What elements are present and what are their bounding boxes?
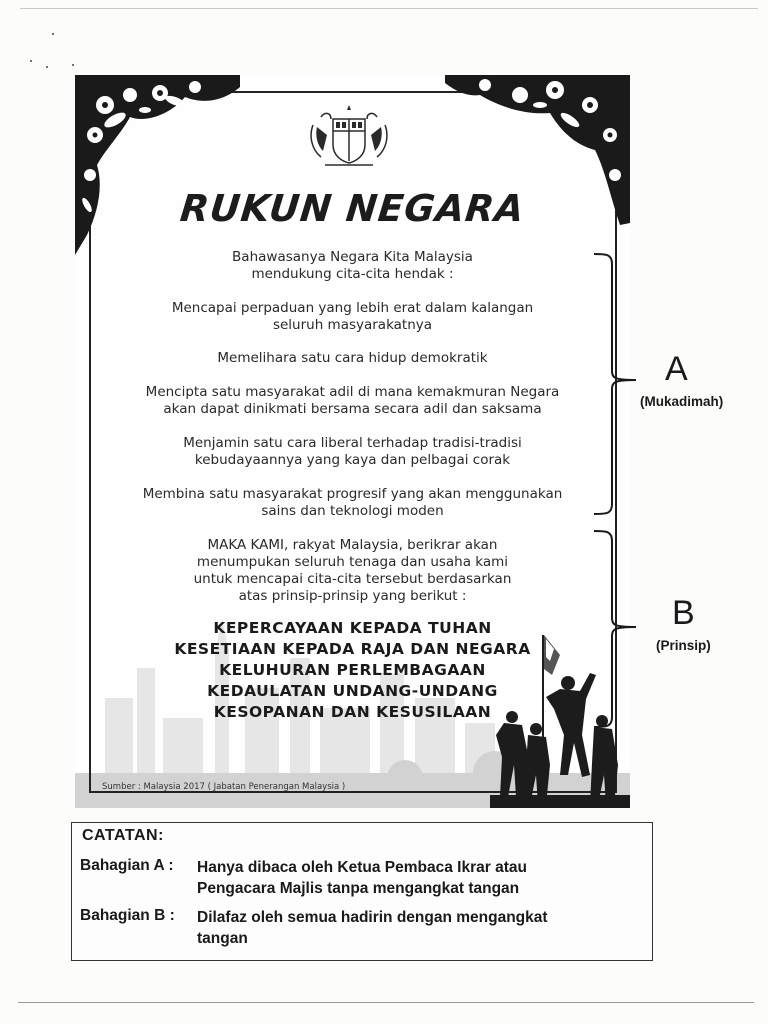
principle-5: KESOPANAN DAN KESUSILAAN	[213, 703, 492, 721]
note-a-line: Hanya dibaca oleh Ketua Pembaca Ikrar atau	[197, 859, 527, 876]
preamble-paragraph	[95, 435, 610, 469]
scan-speck	[52, 33, 54, 35]
pledge-paragraph	[95, 537, 610, 605]
preamble-line: Memelihara satu cara hidup demokratik	[217, 350, 488, 366]
principle-4: KEDAULATAN UNDANG-UNDANG	[207, 682, 498, 700]
note-b-text	[197, 907, 637, 949]
note-a-label: Bahagian A :	[80, 857, 174, 874]
pledge-line: MAKA KAMI, rakyat Malaysia, berikrar akan	[207, 537, 498, 553]
preamble-line: mendukung cita-cita hendak :	[251, 266, 454, 282]
scan-speck	[46, 66, 48, 68]
note-b-line: Dilafaz oleh semua hadirin dengan mengangkat	[197, 909, 548, 926]
bottom-rule	[18, 1002, 754, 1003]
notes-heading: CATATAN:	[82, 827, 164, 844]
top-rule	[20, 8, 758, 9]
section-b-brace-icon	[592, 527, 642, 737]
preamble-line: Mencapai perpaduan yang lebih erat dalam kalangan	[171, 300, 534, 316]
section-b-letter: B	[672, 594, 695, 632]
preamble-paragraph	[95, 486, 610, 520]
note-a-text	[197, 857, 637, 899]
section-a-brace-icon	[592, 250, 642, 530]
preamble-paragraph	[95, 350, 610, 367]
pledge-line: menumpukan seluruh tenaga dan usaha kami	[196, 554, 509, 570]
scan-speck	[30, 60, 32, 62]
preamble-line: Bahawasanya Negara Kita Malaysia	[232, 249, 473, 265]
preamble-line: Menjamin satu cara liberal terhadap tradisi-tradisi	[183, 435, 522, 451]
pledge-line: atas prinsip-prinsip yang berikut :	[238, 588, 467, 604]
principle-3: KELUHURAN PERLEMBAGAAN	[219, 661, 486, 679]
principle-1: KEPERCAYAAN KEPADA TUHAN	[213, 619, 492, 637]
pledge-line: untuk mencapai cita-cita tersebut berdasarkan	[193, 571, 512, 587]
poster-title: RUKUN NEGARA	[178, 187, 527, 230]
coat-of-arms-icon	[303, 105, 395, 171]
note-b-label: Bahagian B :	[80, 907, 175, 924]
preamble-paragraph	[95, 384, 610, 418]
preamble-paragraph	[95, 249, 610, 283]
preamble-line: kebudayaannya yang kaya dan pelbagai corak	[194, 452, 511, 468]
section-a-caption: (Mukadimah)	[640, 394, 724, 409]
rukun-negara-poster	[75, 75, 630, 808]
preamble-line: akan dapat dinikmati bersama secara adil dan saksama	[163, 401, 542, 417]
principle-2: KESETIAAN KEPADA RAJA DAN NEGARA	[174, 640, 531, 658]
note-b-line: tangan	[197, 930, 248, 947]
preamble-paragraph	[95, 300, 610, 334]
note-a-line: Pengacara Majlis tanpa mengangkat tangan	[197, 880, 520, 897]
source-citation: Sumber : Malaysia 2017 ( Jabatan Penerangan Malaysia )	[102, 782, 346, 792]
preamble-line: sains dan teknologi moden	[261, 503, 444, 519]
section-b-caption: (Prinsip)	[656, 638, 711, 653]
preamble-line: Mencipta satu masyarakat adil di mana kemakmuran Negara	[145, 384, 560, 400]
scan-speck	[72, 64, 74, 66]
preamble-line: seluruh masyarakatnya	[272, 317, 433, 333]
floral-corner-top-left-icon	[75, 75, 245, 260]
preamble-line: Membina satu masyarakat progresif yang akan menggunakan	[142, 486, 563, 502]
notes-box	[71, 822, 653, 961]
section-a-letter: A	[665, 350, 688, 388]
